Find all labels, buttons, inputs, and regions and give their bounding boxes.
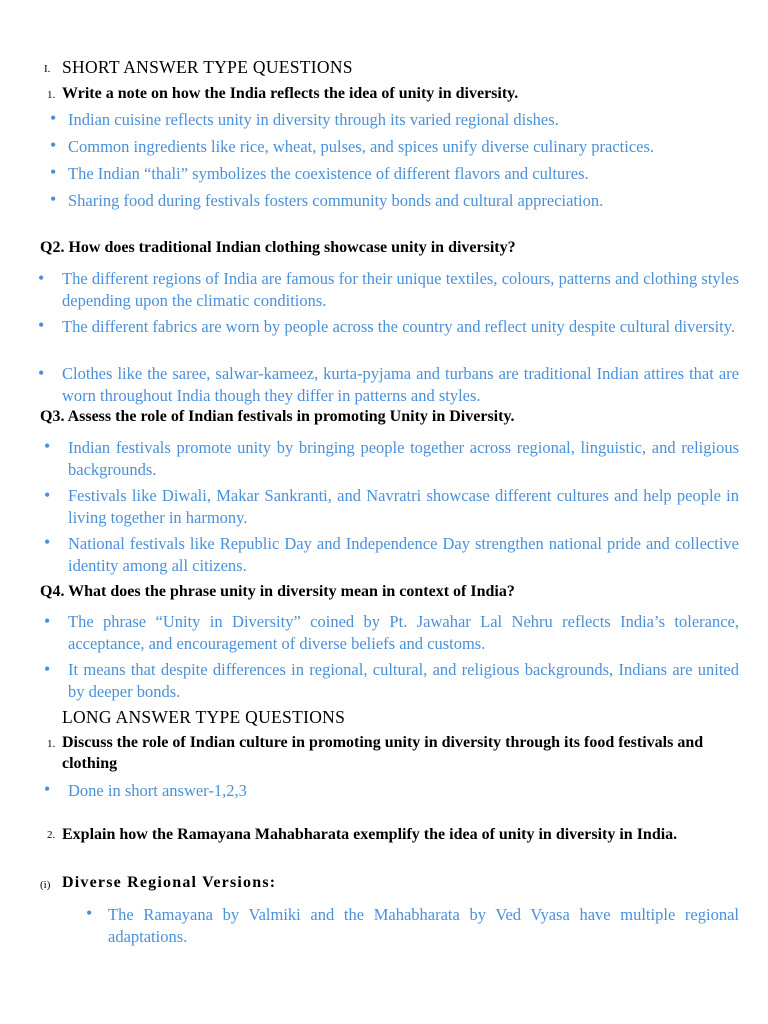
- answer-item: Festivals like Diwali, Makar Sankranti, and Navratri showcase different cultures and help people in living together in harmony.: [68, 486, 739, 527]
- question-4: Q4. What does the phrase unity in diversity mean in context of India?: [40, 583, 515, 600]
- answer-item: National festivals like Republic Day and Independence Day strengthen national pride and collective identity among all citizens.: [68, 534, 739, 575]
- bullet-icon: •: [50, 162, 57, 182]
- answer-item: Done in short answer-1,2,3: [68, 781, 247, 800]
- section-marker: I.: [44, 63, 51, 75]
- bullet-icon: •: [44, 436, 51, 456]
- bullet-icon: •: [44, 659, 51, 679]
- question-number: 2.: [47, 829, 56, 841]
- answer-item: The Indian “thali” symbolizes the coexistence of different flavors and cultures.: [68, 164, 589, 183]
- long-question-1: Discuss the role of Indian culture in promoting unity in diversity through its food festivals and clothing: [62, 734, 704, 772]
- answer-item: The different regions of India are famous for their unique textiles, colours, patterns and clothing styles depending upon the climatic conditions.: [62, 269, 739, 310]
- bullet-icon: •: [44, 485, 51, 505]
- answer-item: Sharing food during festivals fosters community bonds and cultural appreciation.: [68, 191, 604, 210]
- bullet-icon: •: [50, 189, 57, 209]
- long-answer-heading: LONG ANSWER TYPE QUESTIONS: [62, 707, 346, 727]
- question-number: 1.: [47, 738, 56, 750]
- sub-marker: (i): [40, 879, 51, 891]
- long-question-2: Explain how the Ramayana Mahabharata exemplify the idea of unity in diversity in India.: [62, 826, 678, 843]
- bullet-icon: •: [38, 315, 45, 335]
- bullet-icon: •: [44, 779, 51, 799]
- answer-item: The phrase “Unity in Diversity” coined by Pt. Jawahar Lal Nehru reflects India’s tolerance, acceptance, and encouragement of diverse beliefs and customs.: [68, 612, 739, 653]
- answer-item: Indian cuisine reflects unity in diversity through its varied regional dishes.: [68, 110, 559, 129]
- answer-item: Clothes like the saree, salwar-kameez, kurta-pyjama and turbans are traditional Indian attires that are worn throughout India though they differ in patterns and styles.: [62, 364, 739, 405]
- question-number: 1.: [47, 89, 56, 101]
- bullet-icon: •: [50, 108, 57, 128]
- question-1: Write a note on how the India reflects the idea of unity in diversity.: [62, 85, 519, 102]
- answer-item: Common ingredients like rice, wheat, pulses, and spices unify diverse culinary practices.: [68, 137, 655, 156]
- bullet-icon: •: [38, 363, 45, 383]
- bullet-icon: •: [44, 532, 51, 552]
- answer-item: Indian festivals promote unity by bringing people together across regional, linguistic, and religious backgrounds.: [68, 438, 739, 479]
- answer-item: The Ramayana by Valmiki and the Mahabharata by Ved Vyasa have multiple regional adaptations.: [108, 905, 739, 946]
- bullet-icon: •: [50, 135, 57, 155]
- bullet-icon: •: [86, 903, 93, 923]
- question-2: Q2. How does traditional Indian clothing showcase unity in diversity?: [40, 239, 516, 256]
- short-answer-heading: SHORT ANSWER TYPE QUESTIONS: [62, 57, 353, 77]
- answer-item: The different fabrics are worn by people across the country and reflect unity despite cultural diversity.: [62, 317, 736, 336]
- subheading: Diverse Regional Versions:: [62, 874, 277, 891]
- bullet-icon: •: [44, 611, 51, 631]
- answer-item: It means that despite differences in regional, cultural, and religious backgrounds, Indians are united by deeper bonds.: [68, 660, 739, 701]
- question-3: Q3. Assess the role of Indian festivals in promoting Unity in Diversity.: [40, 408, 515, 425]
- bullet-icon: •: [38, 268, 45, 288]
